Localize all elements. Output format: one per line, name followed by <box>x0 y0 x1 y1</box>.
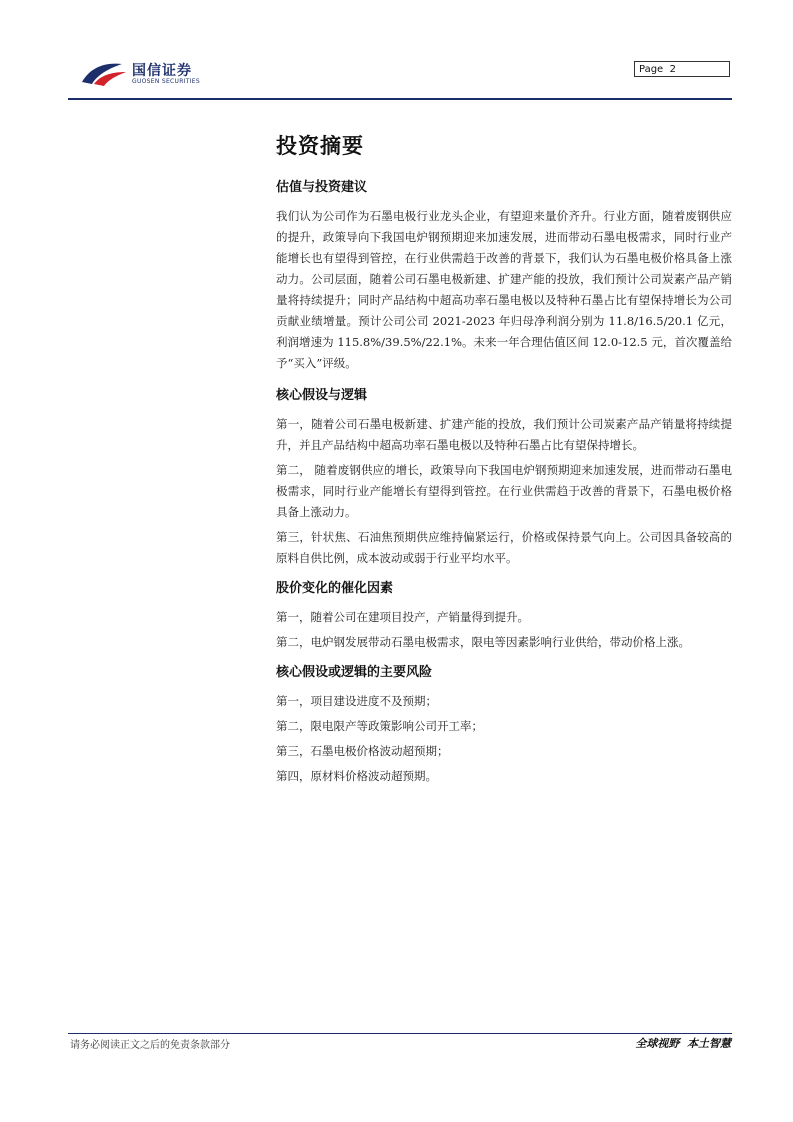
section-heading: 核心假设或逻辑的主要风险 <box>276 665 433 680</box>
footer-divider <box>68 1033 732 1034</box>
footer-disclaimer: 请务必阅读正文之后的免责条款部分 <box>70 1040 230 1051</box>
paragraph: 第三，石墨电极价格波动超预期； <box>276 744 449 758</box>
paragraph: 第四，原材料价格波动超预期。 <box>276 769 437 783</box>
paragraph: 第一，随着公司石墨电极新建、扩建产能的投放，我们预计公司炭素产品产销量将持续提升，并且产品结构中超高功率石墨电极以及特种石墨占比有望保持增长。 <box>276 417 732 452</box>
section-valuation <box>276 180 732 374</box>
section-heading: 核心假设与逻辑 <box>276 388 368 403</box>
page-title: 投资摘要 <box>276 133 364 158</box>
paragraph: 第一，项目建设进度不及预期； <box>276 694 437 708</box>
section-heading: 估值与投资建议 <box>276 180 368 195</box>
paragraph: 第二，限电限产等政策影响公司开工率； <box>276 719 483 733</box>
brand-logo <box>80 58 220 86</box>
section-risks <box>276 665 732 787</box>
section-core-assumptions <box>276 388 732 569</box>
paragraph: 我们认为公司作为石墨电极行业龙头企业，有望迎来量价齐升。行业方面，随着废钢供应的提升，政策导向下我国电炉钢预期迎来加速发展，进而带动石墨电极需求，同时行业产能增长也有望得到管控，在行业供需趋于改善的背景下，我们认为石墨电极价格具备上涨动力。公司层面，随着公司石墨电极新建、扩建产能的投放，我们预计公司炭素产品产销量将持续提升；同时产品结构中超高功率石墨电极以及特种石墨占比有望保持增长为公司贡献业绩增量。预计公司公司 2021-2023 年归母净利润分别为 11.8/16.5/20.1 亿元，利润增速为 115.8%/39.5%/22.1%。未来一年合理估值区间 12.0-12.5 元，首次覆盖给予“买入”评级。 <box>276 209 732 370</box>
page-label: Page <box>639 64 664 75</box>
page-indicator <box>634 61 730 77</box>
page-number: 2 <box>669 64 676 75</box>
paragraph: 第二， 随着废钢供应的增长，政策导向下我国电炉钢预期迎来加速发展，进而带动石墨电极需求，同时行业产能增长有望得到管控。在行业供需趋于改善的背景下，石墨电极价格具备上涨动力。 <box>276 463 732 519</box>
header-divider <box>68 98 732 100</box>
section-catalysts <box>276 581 732 653</box>
summary-content <box>276 180 732 799</box>
brand-name-en: GUOSEN SECURITIES <box>132 78 201 85</box>
section-heading: 股价变化的催化因素 <box>276 581 394 596</box>
brand-name-cn: 国信证券 <box>132 63 192 79</box>
paragraph: 第三，针状焦、石油焦预期供应维持偏紧运行，价格或保持景气向上。公司因具备较高的原料自供比例，成本波动或弱于行业平均水平。 <box>276 530 732 565</box>
footer-slogan: 全球视野 本土智慧 <box>635 1037 731 1050</box>
paragraph: 第二，电炉钢发展带动石墨电极需求，限电等因素影响行业供给，带动价格上涨。 <box>276 635 690 649</box>
guosen-logo-icon <box>80 60 128 86</box>
paragraph: 第一，随着公司在建项目投产，产销量得到提升。 <box>276 610 529 624</box>
